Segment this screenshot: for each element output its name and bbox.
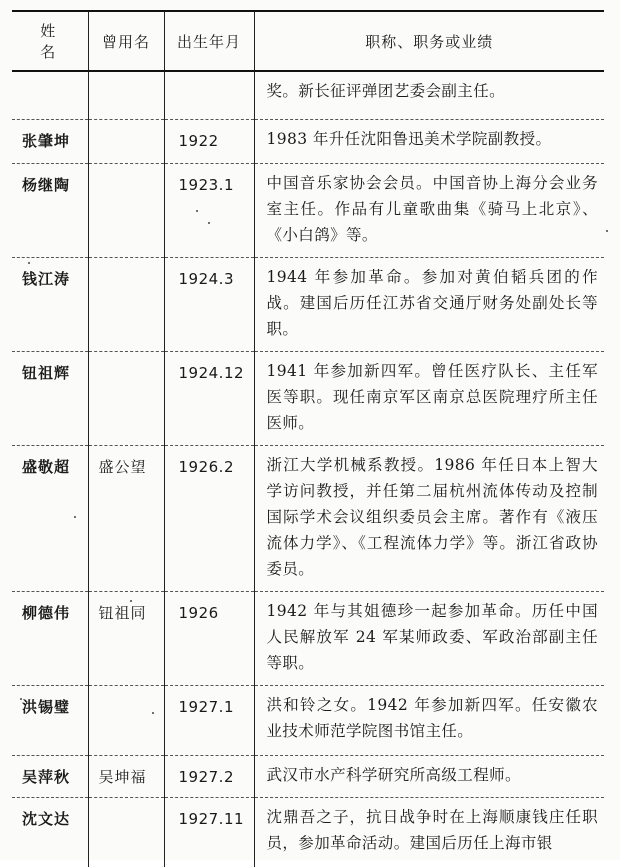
person-alias — [89, 686, 164, 700]
table-row — [12, 755, 604, 797]
person-alias — [89, 72, 164, 86]
person-birth: 1926.2 — [178, 457, 234, 476]
person-alias — [89, 258, 164, 272]
table-row — [12, 591, 604, 685]
table-row — [12, 119, 604, 163]
table-body — [12, 71, 604, 867]
header-alias: 曾用名 — [88, 11, 164, 71]
person-notes: 沈鼎吾之子，抗日战争时在上海顺康钱庄任职员，参加革命活动。建国后历任上海市银 — [266, 807, 598, 852]
person-alias — [89, 352, 164, 366]
table-row — [12, 163, 604, 257]
person-name: 杨继陶 — [22, 175, 71, 194]
person-birth: 1924.3 — [178, 269, 234, 288]
scan-speck — [28, 262, 30, 264]
person-name: 张肇坤 — [22, 131, 71, 150]
scan-speck — [74, 516, 76, 518]
biography-table — [12, 10, 604, 867]
table-row — [12, 257, 604, 351]
person-birth: 1927.1 — [178, 697, 234, 716]
scan-speck — [208, 222, 210, 224]
person-birth: 1926 — [178, 603, 219, 622]
person-name: 沈文达 — [22, 809, 71, 828]
person-name: 盛敬超 — [22, 457, 71, 476]
header-name: 姓 名 — [12, 11, 88, 71]
person-alias — [89, 120, 164, 134]
person-birth: 1924.12 — [178, 363, 245, 382]
table-row — [12, 351, 604, 445]
table-row — [12, 797, 604, 867]
person-notes: 武汉市水产科学研究所高级工程师。 — [266, 765, 521, 784]
person-name: 钱江涛 — [22, 269, 71, 288]
person-name: 洪锡璧 — [22, 697, 71, 716]
person-birth — [165, 72, 254, 86]
scan-speck — [196, 210, 198, 212]
person-notes: 洪和铃之女。1942 年参加新四军。任安徽农业技术师范学院图书馆主任。 — [266, 695, 598, 740]
person-birth: 1927.2 — [178, 767, 234, 786]
person-name: 柳德伟 — [22, 603, 71, 622]
table-row — [12, 685, 604, 755]
person-name — [12, 72, 88, 86]
person-notes: 中国音乐家协会会员。中国音协上海分会业务室主任。作品有儿童歌曲集《骑马上北京》、《小白鸽》等。 — [266, 173, 598, 244]
person-name: 钮祖辉 — [22, 363, 71, 382]
table-header — [12, 11, 604, 71]
header-notes: 职称、职务或业绩 — [254, 11, 604, 71]
scan-speck — [130, 600, 132, 602]
scan-speck — [152, 712, 154, 714]
scan-speck — [606, 230, 608, 232]
person-notes: 1983 年升任沈阳鲁迅美术学院副教授。 — [266, 129, 552, 148]
person-alias: 吴坤福 — [98, 767, 147, 786]
table-row — [12, 71, 604, 119]
person-alias: 盛公望 — [98, 457, 147, 476]
person-notes: 1941 年参加新四军。曾任医疗队长、主任军医等职。现任南京军区南京总医院理疗所主任医师。 — [266, 361, 598, 432]
person-name: 吴萍秋 — [22, 767, 71, 786]
person-notes: 浙江大学机械系教授。1986 年任日本上智大学访问教授，并任第二届杭州流体传动及控制国际学术会议组织委员会主席。著作有《液压流体力学》、《工程流体力学》等。浙江省政协委员。 — [266, 455, 598, 578]
person-birth: 1927.11 — [178, 809, 245, 828]
person-notes: 奖。新长征评弹团艺委会副主任。 — [266, 82, 506, 100]
person-alias: 钮祖同 — [98, 603, 147, 622]
scan-speck — [20, 698, 22, 700]
person-alias — [89, 164, 164, 178]
header-birth: 出生年月 — [164, 11, 254, 71]
header-row — [12, 11, 604, 71]
person-birth: 1923.1 — [178, 175, 234, 194]
person-alias — [89, 798, 164, 812]
person-notes: 1942 年与其姐德珍一起参加革命。历任中国人民解放军 24 军某师政委、军政治部副主任等职。 — [266, 601, 598, 672]
table-row — [12, 445, 604, 591]
person-notes: 1944 年参加革命。参加对黄伯韬兵团的作战。建国后历任江苏省交通厅财务处副处长等职。 — [266, 267, 598, 338]
person-birth: 1922 — [178, 131, 219, 150]
